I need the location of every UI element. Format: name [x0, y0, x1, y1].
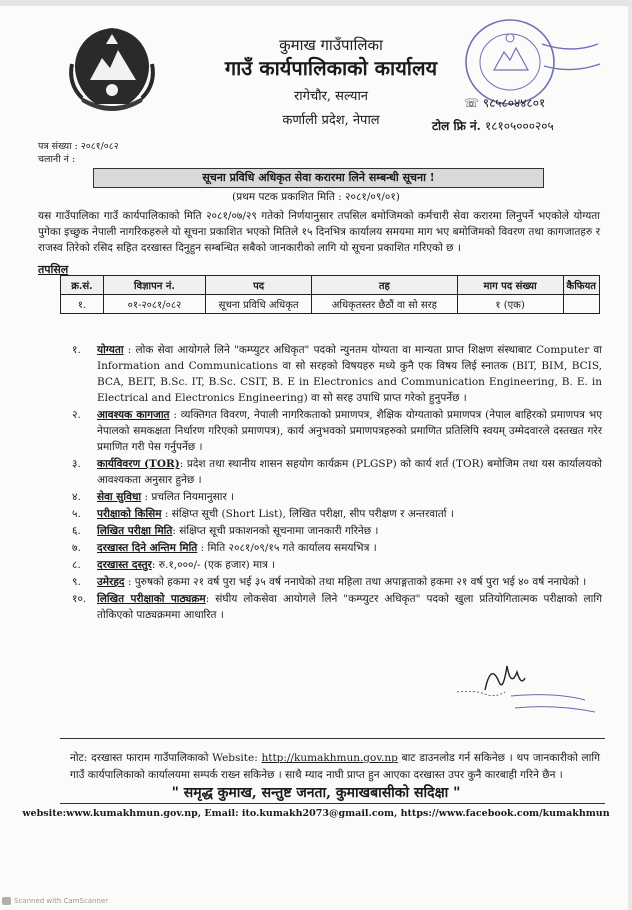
col-count: माग पद संख्या: [457, 276, 563, 295]
item-text: : मिति २०८१/०९/१५ गते कार्यालय समयभित्र ।: [197, 542, 377, 554]
item-text: : रु.१,०००/- (एक हजार) मात्र ।: [151, 559, 276, 571]
list-item: १०. लिखित परीक्षाको पाठ्यक्रम: संघीय लोकसेवा आयोगले लिने "कम्प्युटर अधिकृत" पदको खुला प्रतियोगितात्मक परीक्षाको लागि तोकिएको पाठ्यक्रममा आधारित ।: [72, 593, 602, 621]
item-text: : प्रदेश तथा स्थानीय शासन सहयोग कार्यक्रम (PLGSP) को कार्य शर्त (TOR) बमोजिम तथा यस कार्यालयको आवश्यकता अनुसार हुनेछ ।: [97, 458, 602, 486]
schedule-heading: तपसिल: [38, 263, 69, 276]
toll-free-number: १८१०५०००२०५: [485, 119, 554, 133]
item-label: आवश्यक कागजात: [97, 409, 170, 421]
cell-advert-no: ०१-२०८१/०८२: [103, 295, 205, 314]
note-prefix: नोट: दरखास्त फाराम गाउँपालिकाको Website:: [70, 752, 262, 764]
publish-date: (प्रथम पटक प्रकाशित मिति : २०८१/०९/०१): [232, 191, 400, 203]
toll-free-line: [432, 117, 554, 134]
divider: [60, 738, 605, 739]
signature-image: [455, 652, 605, 727]
item-text: : लोक सेवा आयोगले लिने "कम्प्युटर अधिकृत" पदको न्युनतम योग्यता वा मान्यता प्राप्त शिक्षण संस्थाबाट Computer वा Information and Communications वा सो सरहको विषयहरु मध्ये कुनै एक विषय लिई स्नातक (BIT, BIM, BCIS, BCA, BEIT, B.Sc. IT, B.Sc. CSIT, B. E in Electronics and Communication Engineering, B. E. in Electrical and Electronics Engineering) वा सो सरह उपाधि प्राप्त गरेको हुनुपर्नेछ ।: [97, 344, 602, 404]
motto: " समृद्ध कुमाख, सन्तुष्ट जनता, कुमाखबासीको सदिक्षा ": [171, 785, 461, 801]
item-label: कार्यविवरण (TOR): [97, 458, 180, 470]
scan-edge-right: [628, 0, 632, 910]
footer-contacts: website:www.kumakhmun.gov.np, Email: ito.kumakh2073@gmail.com, https://www.facebook.com/kumakhmun: [22, 808, 610, 819]
requirements-list: [72, 342, 602, 624]
item-text: : व्यक्तिगत विवरण, नेपाली नागरिकताको प्रमाणपत्र, शैक्षिक योग्यताको प्रमाणपत्र (नेपाल बाहिरको प्रमाणपत्र भए नेपालको समकक्षता निर्धारण गरिएको प्रमाणपत्र), कार्य अनुभवको प्रमाणपत्रहरुको प्रमाणित प्रतिलिपि स्वयम् उम्मेदवारले दस्तखत गरेर प्रमाणित गरी पेस गर्नुपर्नेछ ।: [97, 409, 603, 453]
dispatch-number: चलानी नं :: [38, 154, 76, 165]
camscanner-icon: [2, 897, 11, 905]
note-paragraph: [70, 750, 600, 784]
item-label: उमेरहद: [97, 576, 125, 588]
col-sn: क्र.सं.: [61, 276, 104, 295]
phone-number: ☏ ९८५८०४४८०१: [464, 96, 546, 110]
list-item: ३. कार्यविवरण (TOR): प्रदेश तथा स्थानीय शासन सहयोग कार्यक्रम (PLGSP) को कार्य शर्त (TOR) बमोजिम तथा यस कार्यालयको आवश्यकता अनुसार हुनेछ ।: [72, 458, 602, 486]
notice-title: सूचना प्रविधि अधिकृत सेवा करारमा लिने सम्बन्धी सूचना !: [93, 168, 544, 188]
list-item: ५. परीक्षाको किसिम : संक्षिप्त सूची (Short List), लिखित परीक्षा, सीप परीक्षण र अन्तरवार्ता ।: [72, 508, 454, 520]
list-item: ९. उमेरहद : पुरुषको हकमा २१ वर्ष पुरा भई ३५ वर्ष ननाघेको तथा महिला तथा अपाङ्गताको हकमा २१ वर्ष पुरा भई ४० वर्ष ननाघेको ।: [72, 576, 587, 588]
item-label: दरखास्त दस्तुर: [97, 559, 152, 571]
item-text: : प्रचलित नियमानुसार ।: [141, 491, 235, 503]
cell-sn: १.: [61, 295, 104, 314]
item-text: : संक्षिप्त सूची प्रकाशनको सूचनामा जानकारी गरिनेछ ।: [172, 525, 379, 537]
col-remarks: कैफियत: [563, 276, 599, 295]
item-label: सेवा सुविधा: [97, 491, 142, 503]
municipality-name: कुमाख गाउँपालिका: [279, 36, 383, 54]
toll-free-label: टोल फ्रि नं.: [432, 119, 481, 133]
list-item: २. आवश्यक कागजात : व्यक्तिगत विवरण, नेपाली नागरिकताको प्रमाणपत्र, शैक्षिक योग्यताको प्रमाणपत्र (नेपाल बाहिरको प्रमाणपत्र भए नेपालको समकक्षता निर्धारण गरिएको प्रमाणपत्र), कार्य अनुभवको प्रमाणपत्रहरुको प्रमाणित प्रतिलिपि स्वयम् उम्मेदवारले दस्तखत गरेर प्रमाणित गरी पेस गर्नुपर्नेछ ।: [72, 409, 603, 453]
list-item: ४. सेवा सुविधा : प्रचलित नियमानुसार ।: [72, 491, 235, 503]
cell-remarks: [563, 295, 599, 314]
item-label: लिखित परीक्षा मिति: [97, 525, 173, 537]
note-suffix: बाट डाउनलोड गर्न सकिनेछ । थप जानकारीको लागि गाउँ कार्यपालिकाको कार्यालयमा सम्पर्क राख्न सकिनेछ । साथै म्याद नाघी प्राप्त हुन आएका दरखास्त उपर कुनै कारबाही गरिने छैन ।: [70, 752, 600, 781]
item-text: : संक्षिप्त सूची (Short List), लिखित परीक्षा, सीप परीक्षण र अन्तरवार्ता ।: [161, 508, 454, 520]
list-item: ८. दरखास्त दस्तुर: रु.१,०००/- (एक हजार) मात्र ।: [72, 559, 276, 571]
letter-number: पत्र संख्या : २०८१/०८२: [38, 141, 119, 152]
cell-count: १ (एक): [457, 295, 563, 314]
table-row: [61, 295, 600, 314]
list-item: ६. लिखित परीक्षा मिति: संक्षिप्त सूची प्रकाशनको सूचनामा जानकारी गरिनेछ ।: [72, 525, 379, 537]
office-name: गाउँ कार्यपालिकाको कार्यालय: [224, 56, 438, 80]
list-item: १. योग्यता : लोक सेवा आयोगले लिने "कम्प्युटर अधिकृत" पदको न्युनतम योग्यता वा मान्यता प्राप्त शिक्षण संस्थाबाट Computer वा Information and Communications वा सो सरहको विषयहरु मध्ये कुनै एक विषय लिई स्नातक (BIT, BIM, BCIS, BCA, BEIT, B.Sc. IT, B.Sc. CSIT, B. E in Electronics and Communication Engineering, B. E. in Electrical and Electronics Engineering) वा सो सरह उपाधि प्राप्त गरेको हुनुपर्नेछ ।: [72, 344, 602, 404]
divider: [60, 803, 605, 804]
col-level: तह: [312, 276, 458, 295]
item-label: दरखास्त दिने अन्तिम मिति: [97, 542, 198, 554]
website-link[interactable]: http://kumakhmun.gov.np: [261, 752, 398, 764]
scan-edge: [0, 0, 632, 6]
intro-paragraph: यस गाउँपालिका गाउँ कार्यपालिकाको मिति २०८१/०७/२९ गतेको निर्णयानुसार तपसिल बमोजिमको कर्मचारी सेवा करारमा लिनुपर्ने भएकोले योग्यता पुगेका इच्छुक नेपाली नागरिकहरुले यो सूचना प्रकाशित भएको मितिले १५ दिनभित्र कार्यालय समयमा माग भए बमोजिमको विवरण तथा कागजातहरु र राजस्व तिरेको रसिद सहित दरखास्त दिनुहुन सम्बन्धित सबैको जानकारीको लागि यो सूचना प्रकाशित गरिएको छ ।: [38, 210, 600, 254]
scanner-watermark: Scanned with CamScanner: [2, 897, 108, 905]
table-header-row: [61, 276, 600, 295]
item-text: : पुरुषको हकमा २१ वर्ष पुरा भई ३५ वर्ष ननाघेको तथा महिला तथा अपाङ्गताको हकमा २१ वर्ष पुरा भई ४० वर्ष ननाघेको ।: [124, 576, 587, 588]
cell-post: सूचना प्रविधि अधिकृत: [206, 295, 312, 314]
phone-icon: ☏: [464, 96, 483, 110]
vacancy-table: [60, 275, 600, 314]
col-post: पद: [206, 276, 312, 295]
item-text: : संघीय लोकसेवा आयोगले लिने "कम्प्युटर अधिकृत" पदको खुला प्रतियोगितात्मक परीक्षाको लागि तोकिएको पाठ्यक्रममा आधारित ।: [97, 593, 602, 621]
item-label: लिखित परीक्षाको पाठ्यक्रम: [97, 593, 206, 605]
office-province: कर्णाली प्रदेश, नेपाल: [282, 113, 380, 128]
cell-level: अधिकृतस्तर छैठौं वा सो सरह: [312, 295, 458, 314]
item-label: परीक्षाको किसिम: [97, 508, 162, 520]
item-label: योग्यता: [97, 344, 124, 356]
office-location: रागेचौर, सल्यान: [293, 89, 369, 104]
col-advert-no: विज्ञापन नं.: [103, 276, 205, 295]
list-item: ७. दरखास्त दिने अन्तिम मिति : मिति २०८१/०९/१५ गते कार्यालय समयभित्र ।: [72, 542, 377, 554]
